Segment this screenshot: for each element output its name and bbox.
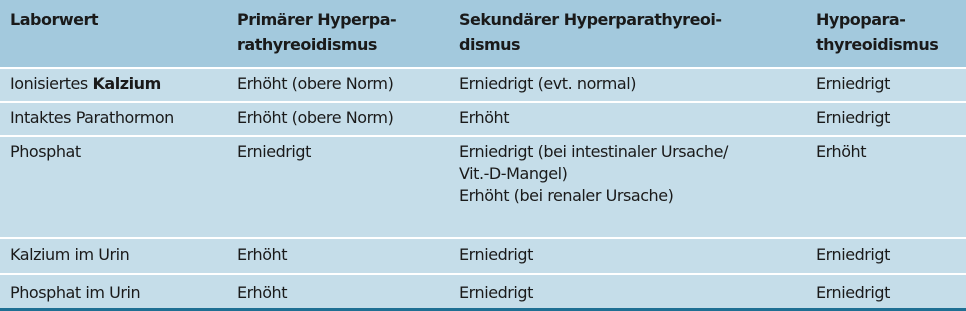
row-label-text: Phosphat	[10, 142, 81, 161]
row-label	[10, 141, 81, 163]
row-label-text: Kalzium im Urin	[10, 245, 130, 264]
cell-primaer	[237, 141, 311, 163]
cell-primaer	[237, 244, 287, 266]
row-label	[10, 244, 129, 266]
cell-text: Erniedrigt (evt. normal)	[459, 74, 637, 93]
cell-text: Erniedrigt	[459, 283, 533, 302]
header-text: Hypopara-	[816, 10, 906, 29]
row-label-bold-text: Kalzium	[92, 74, 161, 93]
header-cell-hypopara	[816, 7, 938, 57]
cell-hypopara	[816, 73, 890, 95]
cell-text: Erhöht	[237, 245, 288, 264]
cell-text: Erhöht	[237, 283, 288, 302]
cell-text: Erniedrigt	[237, 142, 311, 161]
row-label	[10, 282, 140, 304]
cell-text: Erniedrigt (bei intestinaler Ursache/	[459, 142, 728, 161]
table-header-row	[0, 0, 966, 67]
cell-text: Erhöht	[459, 108, 510, 127]
cell-sekundaer	[459, 141, 728, 207]
cell-text: Erniedrigt	[816, 74, 890, 93]
table-row	[0, 67, 966, 101]
cell-hypopara	[816, 244, 890, 266]
header-text: thyreoidismus	[816, 35, 939, 54]
cell-text: Erniedrigt	[816, 245, 890, 264]
row-label-text: Phosphat im Urin	[10, 283, 141, 302]
row-label	[10, 73, 161, 95]
cell-sekundaer	[459, 107, 509, 129]
cell-text: Erhöht (obere Norm)	[237, 108, 394, 127]
cell-sekundaer	[459, 244, 533, 266]
cell-hypopara	[816, 282, 890, 304]
header-text: Primärer Hyperpa-	[237, 10, 397, 29]
header-text: dismus	[459, 35, 521, 54]
row-label-text: Intaktes Parathormon	[10, 108, 174, 127]
cell-text: Erniedrigt	[459, 245, 533, 264]
header-cell-laborwert	[10, 7, 98, 32]
table-row	[0, 135, 966, 237]
header-text: Sekundärer Hyperparathyreoi-	[459, 10, 722, 29]
row-label	[10, 107, 174, 129]
table-row	[0, 237, 966, 273]
cell-text: Erniedrigt	[816, 108, 890, 127]
cell-text: Erhöht (obere Norm)	[237, 74, 394, 93]
cell-primaer	[237, 282, 287, 304]
cell-sekundaer	[459, 73, 636, 95]
row-label-text: Ionisiertes	[10, 74, 93, 93]
table-row	[0, 101, 966, 135]
cell-text: Erniedrigt	[816, 283, 890, 302]
table-row	[0, 273, 966, 311]
cell-hypopara	[816, 107, 890, 129]
header-cell-sekundaer	[459, 7, 722, 57]
cell-text: Erhöht (bei renaler Ursache)	[459, 186, 674, 205]
cell-hypopara	[816, 141, 866, 163]
cell-text: Vit.-D-Mangel)	[459, 164, 568, 183]
cell-text: Erhöht	[816, 142, 867, 161]
cell-sekundaer	[459, 282, 533, 304]
header-text: rathyreoidismus	[237, 35, 377, 54]
cell-primaer	[237, 73, 393, 95]
header-text: Laborwert	[10, 10, 98, 29]
cell-primaer	[237, 107, 393, 129]
header-cell-primaer	[237, 7, 396, 57]
